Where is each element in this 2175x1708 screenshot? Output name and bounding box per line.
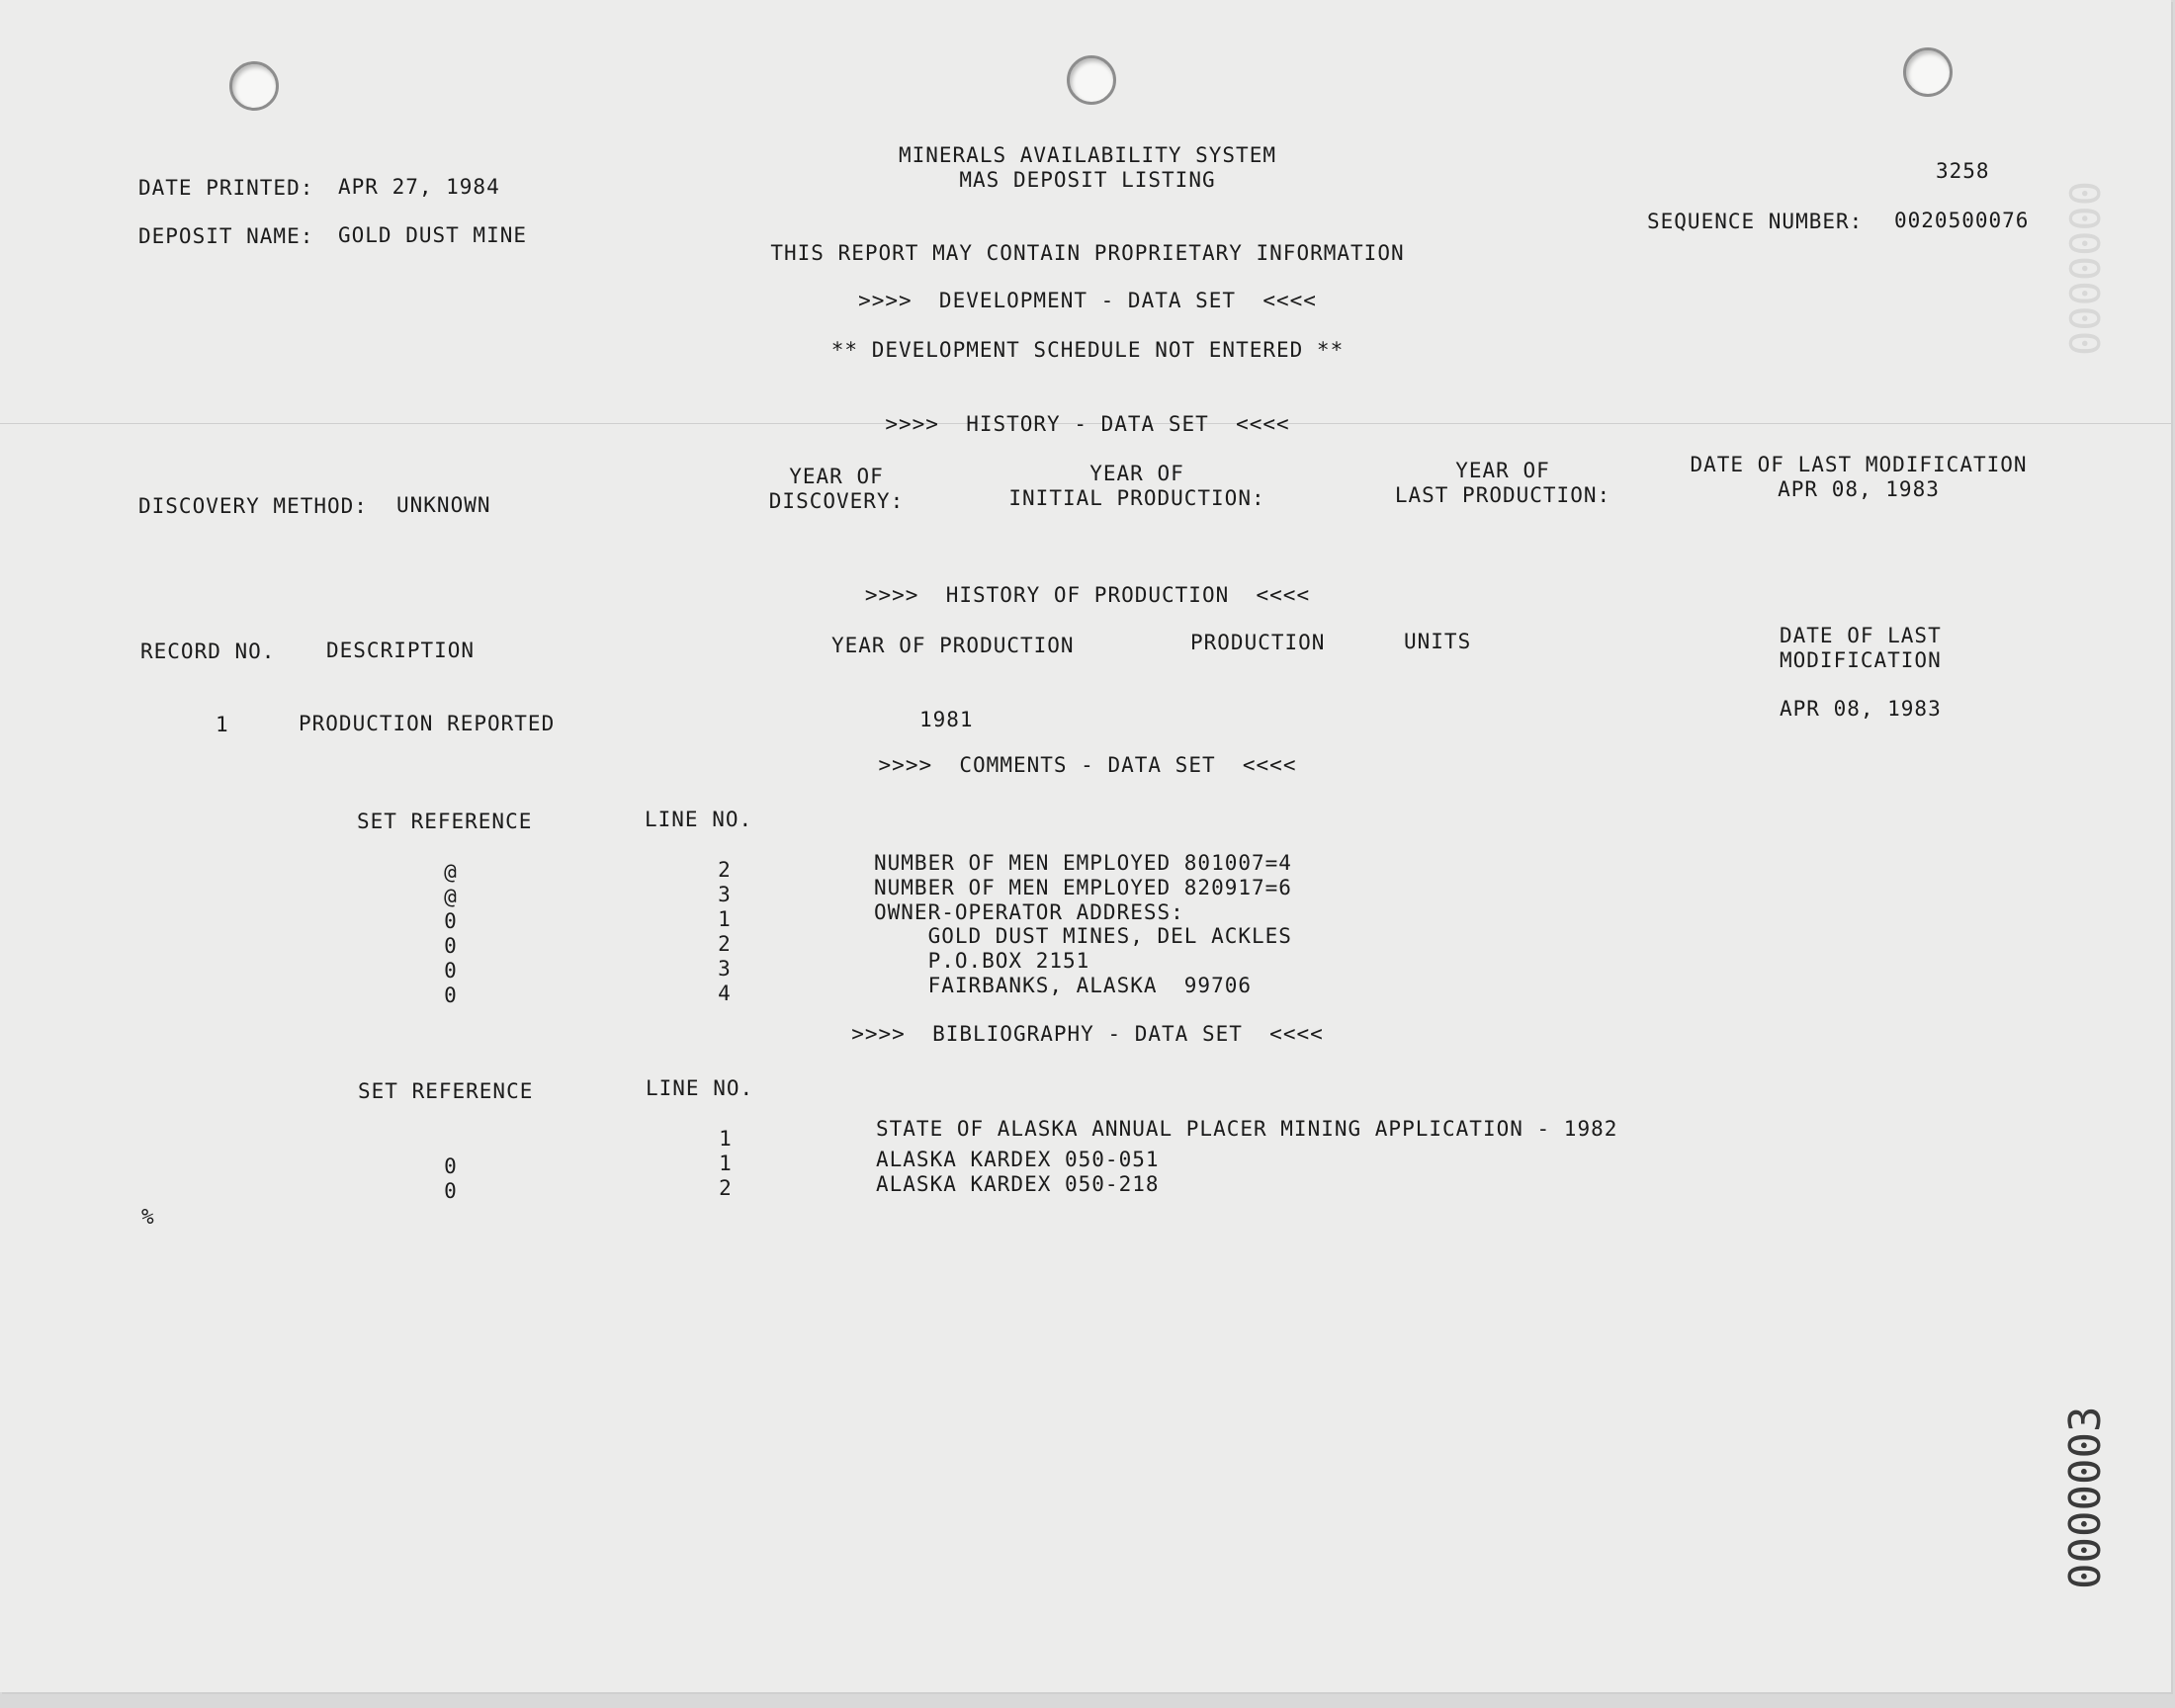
comment-text: NUMBER OF MEN EMPLOYED 801007=4 [874, 851, 1292, 875]
col-production: PRODUCTION [1190, 631, 1326, 654]
line-no: 2 [718, 858, 732, 882]
col-description: DESCRIPTION [326, 639, 476, 662]
deposit-name-label: DEPOSIT NAME: [138, 224, 314, 248]
line-no: 4 [718, 982, 732, 1005]
col-record-no: RECORD NO. [140, 640, 276, 663]
history-section-title: >>>> HISTORY - DATA SET <<<< [885, 412, 1290, 436]
discovery-method-value: UNKNOWN [396, 493, 491, 517]
year-last-production-label-1: YEAR OF [1455, 459, 1550, 482]
set-reference: 0 [444, 934, 458, 958]
bibliography-text: STATE OF ALASKA ANNUAL PLACER MINING APPLICATION - 1982 [876, 1117, 1618, 1141]
frame-stamp-faded: 0000000 [2061, 180, 2110, 356]
set-reference: 0 [444, 909, 458, 933]
production-year: 1981 [919, 708, 974, 731]
comment-text: FAIRBANKS, ALASKA 99706 [874, 974, 1253, 997]
bibliography-col-line-no: LINE NO. [646, 1076, 754, 1100]
frame-stamp: 0000003 [2060, 1406, 2111, 1589]
comment-text: OWNER-OPERATOR ADDRESS: [874, 900, 1184, 924]
comment-text: P.O.BOX 2151 [874, 949, 1090, 973]
proprietary-notice: THIS REPORT MAY CONTAIN PROPRIETARY INFORMATION [770, 241, 1405, 265]
col-units: UNITS [1404, 630, 1472, 653]
sequence-number-value: 0020500076 [1894, 209, 2030, 232]
date-printed-value: APR 27, 1984 [338, 175, 500, 199]
bibliography-section-title: >>>> BIBLIOGRAPHY - DATA SET <<<< [851, 1022, 1324, 1046]
punch-hole-center [1067, 55, 1116, 105]
bibliography-text: ALASKA KARDEX 050-051 [876, 1148, 1160, 1171]
production-record-no: 1 [216, 713, 229, 736]
comments-section-title: >>>> COMMENTS - DATA SET <<<< [878, 753, 1297, 777]
line-no: 1 [718, 907, 732, 931]
discovery-method-label: DISCOVERY METHOD: [138, 494, 368, 518]
production-last-mod: APR 08, 1983 [1780, 697, 1942, 721]
listing-title: MAS DEPOSIT LISTING [959, 168, 1216, 192]
bibliography-col-set-reference: SET REFERENCE [358, 1079, 534, 1103]
sequence-number-label: SEQUENCE NUMBER: [1647, 210, 1864, 233]
comments-col-line-no: LINE NO. [645, 808, 753, 831]
bibliography-text: ALASKA KARDEX 050-218 [876, 1172, 1160, 1196]
deposit-name-value: GOLD DUST MINE [338, 223, 528, 247]
punch-hole-left [229, 61, 279, 111]
production-section-title: >>>> HISTORY OF PRODUCTION <<<< [864, 583, 1311, 607]
year-last-production-label-2: LAST PRODUCTION: [1394, 483, 1611, 507]
line-no: 1 [719, 1127, 733, 1151]
development-section-title: >>>> DEVELOPMENT - DATA SET <<<< [858, 289, 1317, 312]
set-reference: @ [444, 860, 458, 884]
history-last-mod-label: DATE OF LAST MODIFICATION [1690, 453, 2028, 476]
development-notice: ** DEVELOPMENT SCHEDULE NOT ENTERED ** [830, 338, 1345, 362]
line-no: 2 [719, 1176, 733, 1200]
col-last-mod-1: DATE OF LAST [1780, 624, 1942, 647]
end-marker: % [141, 1205, 155, 1229]
year-of-discovery-label-1: YEAR OF [789, 465, 884, 488]
col-year-of-production: YEAR OF PRODUCTION [831, 634, 1075, 657]
year-initial-production-label-1: YEAR OF [1089, 462, 1184, 485]
date-printed-label: DATE PRINTED: [138, 176, 314, 200]
col-last-mod-2: MODIFICATION [1780, 648, 1942, 672]
line-no: 1 [719, 1152, 733, 1175]
page-number: 3258 [1936, 159, 1990, 183]
set-reference: 0 [444, 959, 458, 982]
line-no: 3 [718, 957, 732, 981]
line-no: 3 [718, 883, 732, 906]
history-last-mod-value: APR 08, 1983 [1778, 477, 1940, 501]
comment-text: NUMBER OF MEN EMPLOYED 820917=6 [874, 876, 1292, 899]
year-of-discovery-label-2: DISCOVERY: [768, 489, 905, 513]
comment-text: GOLD DUST MINES, DEL ACKLES [874, 924, 1292, 948]
punch-hole-right [1903, 47, 1953, 97]
set-reference: @ [444, 885, 458, 908]
set-reference: 0 [444, 983, 458, 1007]
comments-col-set-reference: SET REFERENCE [357, 810, 533, 833]
set-reference: 0 [444, 1179, 458, 1203]
year-initial-production-label-2: INITIAL PRODUCTION: [1008, 486, 1265, 510]
production-description: PRODUCTION REPORTED [299, 712, 556, 735]
line-no: 2 [718, 932, 732, 956]
set-reference: 0 [444, 1154, 458, 1178]
system-title: MINERALS AVAILABILITY SYSTEM [898, 143, 1276, 167]
